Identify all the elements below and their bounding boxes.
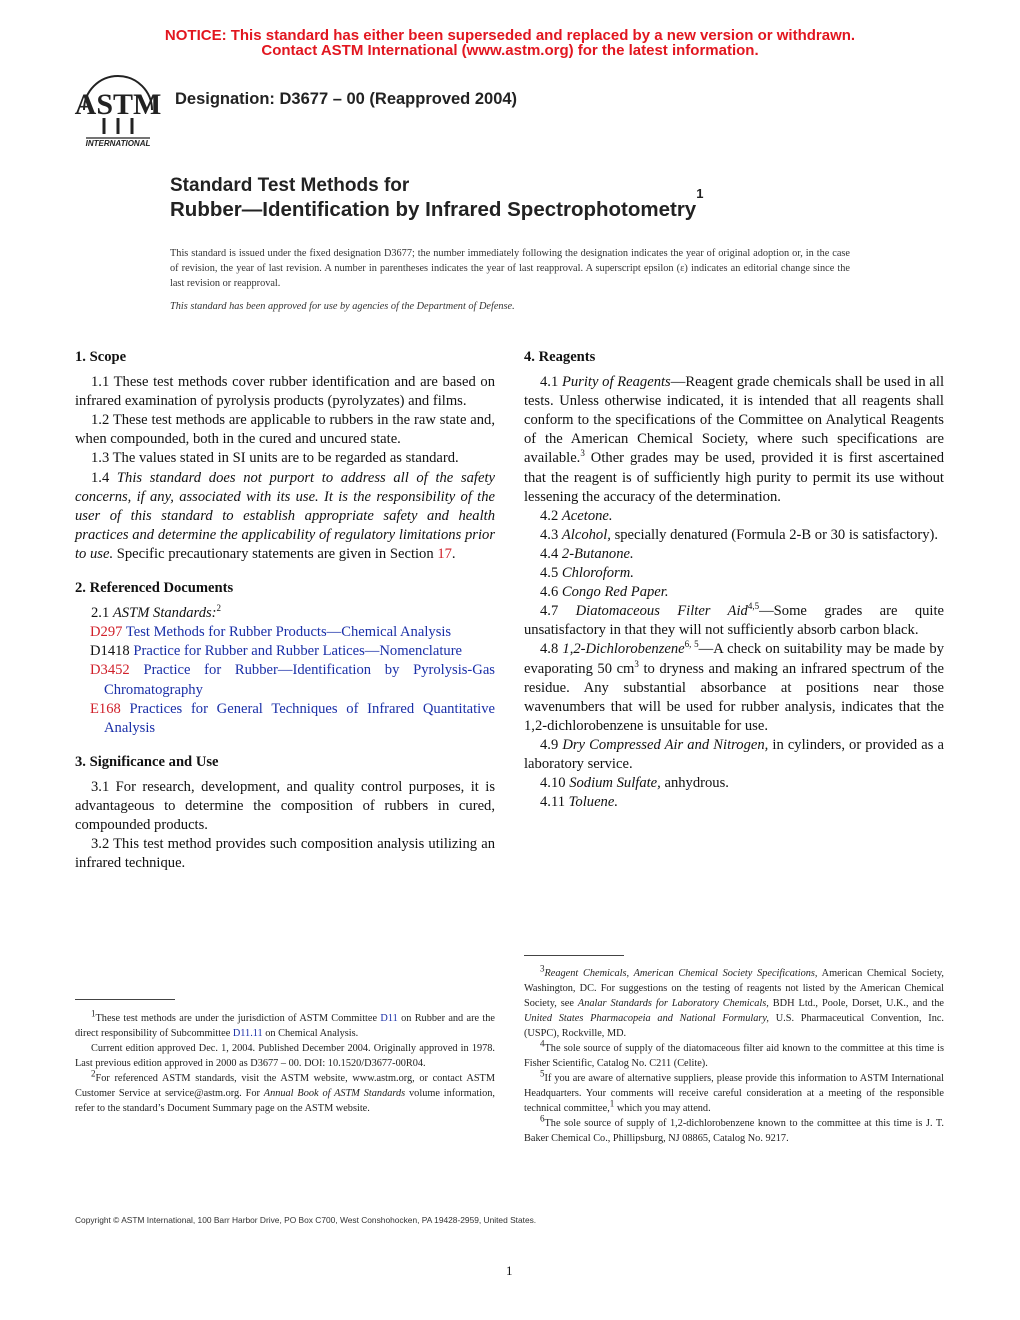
ref-d297[interactable]: D297 Test Methods for Rubber Products—Chemical Analysis xyxy=(90,624,452,641)
ref-d1418[interactable]: D1418 Practice for Rubber and Rubber Latices—Nomenclature xyxy=(90,643,463,660)
section-heading-reagents: 4. Reagents xyxy=(524,349,596,365)
right-column xyxy=(524,348,944,812)
para-3-1: 3.1 For research, development, and quality control purposes, it is advantageous to determine the composition of rubbers in cured, compounded products. xyxy=(75,778,495,834)
para-3-2: 3.2 This test method provides such composition analysis utilizing an infrared technique. xyxy=(75,836,495,872)
para-4-4: 4.4 2-Butanone. xyxy=(540,545,634,562)
para-4-10: 4.10 Sodium Sulfate, anhydrous. xyxy=(540,775,729,792)
ref-d3452[interactable]: D3452 Practice for Rubber—Identification by Pyrolysis-Gas Chromatography xyxy=(90,662,495,698)
page-number: 1 xyxy=(506,1263,513,1278)
ref-e168[interactable]: E168 Practices for General Techniques of Infrared Quantitative Analysis xyxy=(90,700,496,736)
d11-link[interactable]: D11 xyxy=(380,1013,398,1024)
astm-logo xyxy=(74,72,162,150)
footnote-4: $^4$The sole source of supply of the diatomaceous filter aid known to the committee at this time is Fisher Scientific, Catalog No. C211 (Celite). xyxy=(524,1038,944,1069)
preamble: This standard is issued under the fixed designation D3677; the number immediately following the designation indicates the year of original adoption or, in the case of revision, the year of last revision. A number in parentheses indicates the year of last reapproval. A superscript epsilon (ε) indicates an editorial change since the last revision or reapproval. xyxy=(170,248,850,289)
para-1-2: 1.2 These test methods are applicable to rubbers in the raw state and, when compounded, both in the cured and uncured state. xyxy=(75,412,495,448)
para-4-9: 4.9 Dry Compressed Air and Nitrogen, in cylinders, or provided as a laboratory service. xyxy=(524,736,944,772)
title-line-2 xyxy=(170,186,704,222)
para-4-2: 4.2 Acetone. xyxy=(540,507,613,524)
footnote-rule-left xyxy=(75,999,175,1000)
section-heading-referenced-documents: 2. Referenced Documents xyxy=(75,580,234,597)
section-heading-scope: 1. Scope xyxy=(75,349,127,365)
para-1-4: 1.4 This standard does not purport to address all of the safety concerns, if any, associated with its use. It is the responsibility of the user of this standard to establish appropriate safety and health practices and determine the applicability of regulatory limitations prior to use. Specific precautionary statements are given in Section 17. xyxy=(75,469,495,562)
para-1-3: 1.3 The values stated in SI units are to be regarded as standard. xyxy=(91,450,459,467)
designation: Designation: D3677 – 00 (Reapproved 2004) xyxy=(175,90,518,108)
para-4-8: 4.8 1,2-Dichlorobenzene$^{6, 5}$—A check on suitability may be made by evaporating 50 $cm^3$ to dryness and making an infrared spectrum of the residue. Any substantial absorbance at positions near those wavenumbers that will be used for rubber analysis, indicates that the 1,2-dichlorobenzene is unsuitable for use. xyxy=(524,639,945,734)
d11-11-link[interactable]: D11.11 xyxy=(232,1028,263,1039)
copyright-footer: Copyright © ASTM International, 100 Barr Harbor Drive, PO Box C700, West Conshohocken, PA 19428-2959, United States. xyxy=(75,1215,537,1225)
logo-text: ASTM xyxy=(74,88,162,121)
approved-note: This standard has been approved for use by agencies of the Department of Defense. xyxy=(170,301,515,312)
para-4-7: 4.7 Diatomaceous Filter Aid$^{4,5}$—Some grades are quite unsatisfactory in that they will not sufficiently absorb carbon black. xyxy=(524,601,945,639)
notice-line-1: NOTICE: This standard has either been superseded and replaced by a new version or withdrawn. xyxy=(164,27,856,44)
section-17-link[interactable]: 17 xyxy=(437,545,452,562)
notice-line-2: Contact ASTM International (www.astm.org) for the latest information. xyxy=(261,42,759,59)
footnote-rule-right xyxy=(524,955,624,956)
footnote-6: $^6$The sole source of supply of 1,2-dichlorobenzene known to the committee at this time is J. T. Baker Chemical Co., Phillipsburg, NJ 08865, Catalog No. 9217. xyxy=(524,1113,944,1144)
left-column xyxy=(75,348,495,873)
footnote-2: $^2$For referenced ASTM standards, visit the ASTM website, www.astm.org, or contact ASTM Customer Service at service@astm.org. For Annual Book of ASTM Standards volume information, refer to the standard’s Document Summary page on the ASTM website. xyxy=(75,1068,495,1114)
title-footnote-ref: 1 xyxy=(696,186,704,201)
footnote-1: $^1$These test methods are under the jurisdiction of ASTM Committee D11 on Rubber and are the direct responsibility of Subcommittee D11.11 on Chemical Analysis. xyxy=(75,1008,495,1039)
para-4-6: 4.6 Congo Red Paper. xyxy=(540,584,669,601)
footnote-5: $^5$If you are aware of alternative suppliers, please provide this information to ASTM International Headquarters. Your comments will receive careful consideration at a meeting of the responsible technical committee,$^1$ which you may attend. xyxy=(524,1068,944,1114)
title-line-2-text: Rubber—Identification by Infrared Spectrophotometry xyxy=(170,198,697,221)
para-4-5: 4.5 Chloroform. xyxy=(540,565,634,582)
para-4-11: 4.11 Toluene. xyxy=(540,794,618,811)
para-4-3: 4.3 Alcohol, specially denatured (Formula 2-B or 30 is satisfactory). xyxy=(540,526,938,543)
title-line-1: Standard Test Methods for xyxy=(170,175,410,196)
footnote-1-edition: Current edition approved Dec. 1, 2004. Published December 2004. Originally approved in 1978. Last previous edition approved in 2000 as D3677 – 00. DOI: 10.1520/D3677-00R04. xyxy=(75,1043,495,1069)
footnotes-right xyxy=(524,963,945,1146)
footnote-3: $^3$Reagent Chemicals, American Chemical Society Specifications, American Chemical Society, Washington, DC. For suggestions on the testing of reagents not listed by the American Chemical Society, see Analar Standards for Laboratory Chemicals, BDH Ltd., Poole, Dorset, U.K., and the United States Pharmacopeia and National Formulary, U.S. Pharmaceutical Convention, Inc. (USPC), Rockville, MD. xyxy=(524,963,945,1039)
logo-subtitle: INTERNATIONAL xyxy=(85,139,151,148)
para-2-1: 2.1 ASTM Standards:$^2$ xyxy=(91,603,222,622)
para-4-1: 4.1 Purity of Reagents—Reagent grade chemicals shall be used in all tests. Unless otherwise indicated, it is intended that all reagents shall conform to the specifications of the Committee on Analytical Reagents of the American Chemical Society, where such specifications are available.$^3$ Other grades may be used, provided it is first ascertained that the reagent is of sufficiently high purity to permit its use without lessening the accuracy of the determination. xyxy=(524,374,945,505)
para-1-1: 1.1 These test methods cover rubber identification and are based on infrared examination of pyrolysis products (pyrolyzates) and films. xyxy=(75,374,495,410)
section-heading-significance: 3. Significance and Use xyxy=(75,753,219,770)
footnotes-left xyxy=(75,1008,495,1116)
